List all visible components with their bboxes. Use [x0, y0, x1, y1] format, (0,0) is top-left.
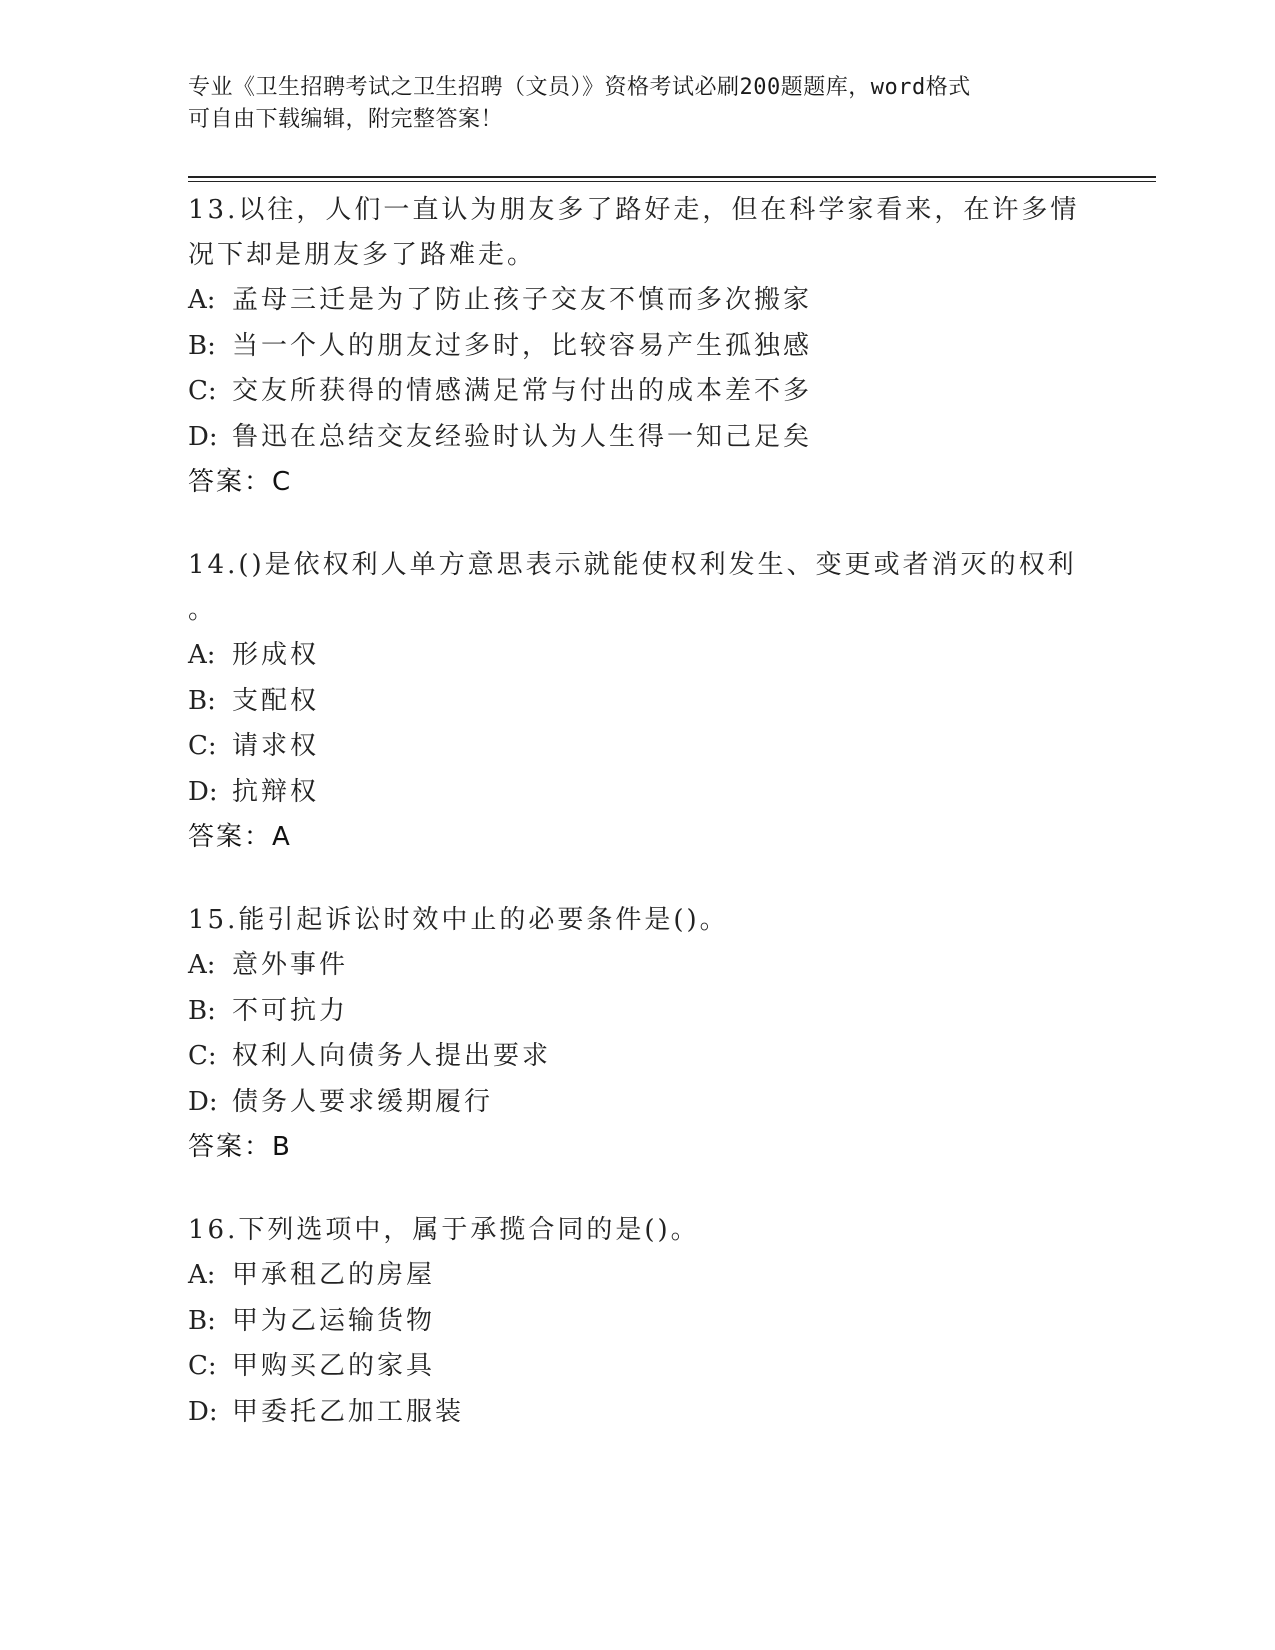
option-letter: A:	[188, 285, 216, 315]
option-b	[188, 989, 1088, 1035]
option-b	[188, 679, 1088, 725]
option-c	[188, 724, 1088, 770]
option-a	[188, 943, 1088, 989]
option-letter: C:	[188, 1041, 217, 1071]
answer-line: 答案：B	[188, 1132, 292, 1162]
option-letter: D:	[188, 1396, 218, 1427]
header-line-1: 专业《卫生招聘考试之卫生招聘（文员）》资格考试必刷200题题库，word格式	[188, 75, 971, 100]
question-list	[188, 188, 1088, 1435]
option-letter: C:	[188, 376, 217, 406]
option-letter: D:	[188, 1086, 218, 1117]
option-text: 鲁迅在总结交友经验时认为人生得一知己足矣	[232, 421, 813, 452]
question-stem	[188, 188, 1088, 278]
option-letter: B:	[188, 1305, 216, 1336]
option-text: 不可抗力	[232, 995, 349, 1026]
stem-line: 况下却是朋友多了路难走。	[188, 240, 537, 270]
option-d	[188, 770, 1088, 816]
option-letter: D:	[188, 421, 218, 452]
option-letter: B:	[188, 330, 216, 361]
header-line-2: 可自由下载编辑，附完整答案！	[188, 107, 504, 132]
option-text: 抗辩权	[232, 776, 320, 807]
option-text: 甲承租乙的房屋	[232, 1260, 436, 1290]
option-text: 甲委托乙加工服装	[232, 1396, 465, 1427]
option-b	[188, 1299, 1088, 1345]
option-text: 交友所获得的情感满足常与付出的成本差不多	[232, 376, 813, 406]
option-a	[188, 278, 1088, 324]
stem-line: 13.以往，人们一直认为朋友多了路好走，但在科学家看来，在许多情	[188, 195, 1080, 225]
answer-line: 答案：C	[188, 467, 293, 497]
option-a	[188, 1253, 1088, 1299]
option-d	[188, 1080, 1088, 1126]
option-b	[188, 324, 1088, 370]
stem-line: 14.()是依权利人单方意思表示就能使权利发生、变更或者消灭的权利	[188, 550, 1077, 580]
document-header	[188, 72, 1088, 136]
question-15	[188, 898, 1088, 1170]
option-text: 甲为乙运输货物	[232, 1305, 436, 1336]
option-letter: C:	[188, 731, 217, 761]
question-16	[188, 1208, 1088, 1435]
option-letter: A:	[188, 950, 216, 980]
option-text: 权利人向债务人提出要求	[232, 1041, 552, 1071]
option-letter: C:	[188, 1351, 217, 1381]
option-text: 孟母三迁是为了防止孩子交友不慎而多次搬家	[232, 285, 813, 315]
stem-line: 。	[188, 595, 218, 625]
stem-line: 16.下列选项中，属于承揽合同的是()。	[188, 1215, 700, 1245]
option-text: 支配权	[232, 685, 320, 716]
option-d	[188, 1390, 1088, 1436]
option-text: 意外事件	[232, 950, 349, 980]
question-stem	[188, 1208, 1088, 1253]
option-text: 甲购买乙的家具	[232, 1351, 436, 1381]
question-14	[188, 543, 1088, 860]
header-divider-thin	[188, 181, 1156, 182]
option-text: 请求权	[232, 731, 320, 761]
option-d	[188, 415, 1088, 461]
option-a	[188, 633, 1088, 679]
option-letter: A:	[188, 1260, 216, 1290]
option-text: 债务人要求缓期履行	[232, 1086, 494, 1117]
question-stem	[188, 898, 1088, 943]
option-c	[188, 1344, 1088, 1390]
option-c	[188, 369, 1088, 415]
option-text: 当一个人的朋友过多时，比较容易产生孤独感	[232, 330, 813, 361]
option-letter: D:	[188, 776, 218, 807]
option-letter: B:	[188, 995, 216, 1026]
header-divider-thick	[188, 176, 1156, 178]
option-c	[188, 1034, 1088, 1080]
option-letter: A:	[188, 640, 216, 670]
question-stem	[188, 543, 1088, 633]
question-13	[188, 188, 1088, 505]
option-text: 形成权	[232, 640, 320, 670]
answer-line: 答案：A	[188, 822, 292, 852]
stem-line: 15.能引起诉讼时效中止的必要条件是()。	[188, 905, 729, 935]
option-letter: B:	[188, 685, 216, 716]
